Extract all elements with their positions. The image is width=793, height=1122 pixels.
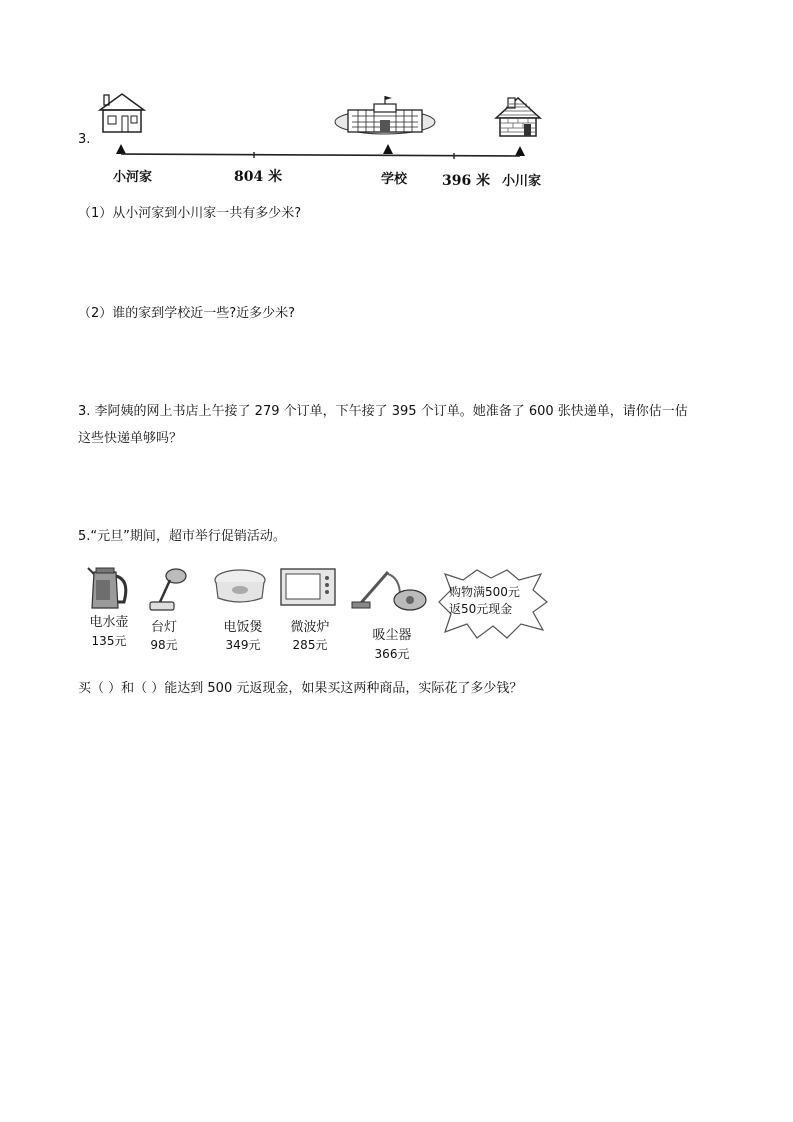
- distance-label-right: 396 米: [442, 173, 491, 189]
- question-number: 3.: [78, 132, 91, 147]
- product-price: 366元: [374, 647, 410, 661]
- product-price: 135元: [91, 634, 127, 648]
- product-price: 98元: [150, 638, 178, 652]
- distance-line: [114, 142, 534, 172]
- microwave-icon: [280, 568, 336, 608]
- promo-text-line-1: 购物满500元: [449, 585, 520, 599]
- question-4-line-1: 3. 李阿姨的网上书店上午接了 279 个订单，下午接了 395 个订单。她准备了 600 张快递单，请你估一估: [78, 404, 688, 419]
- sub-question-2: （2）谁的家到学校近一些?近多少米?: [78, 306, 296, 321]
- product-name: 台灯: [150, 620, 177, 635]
- vacuum-cleaner-icon: [350, 566, 430, 614]
- house-icon: [96, 92, 148, 134]
- distance-label-left: 804 米: [234, 169, 283, 185]
- question-5-intro: 5.“元旦”期间，超市举行促销活动。: [78, 529, 286, 544]
- place-label-school: 学校: [381, 172, 408, 187]
- desk-lamp-icon: [148, 564, 188, 612]
- product-price: 349元: [225, 638, 261, 652]
- brick-house-icon: [494, 96, 544, 138]
- place-label-xiaochuan-home: 小川家: [502, 174, 542, 189]
- sub-question-1: （1）从小河家到小川家一共有多少米?: [78, 206, 302, 221]
- product-price: 285元: [292, 638, 328, 652]
- product-name: 微波炉: [290, 620, 330, 635]
- school-building-icon: [334, 96, 436, 138]
- question-5-prompt: 买（ ）和（ ）能达到 500 元返现金，如果买这两种商品，实际花了多少钱？: [78, 681, 523, 696]
- place-label-xiaohe-home: 小河家: [113, 170, 153, 185]
- promo-text-line-2: 返50元现金: [449, 602, 513, 616]
- question-4-line-2: 这些快递单够吗？: [78, 431, 183, 446]
- kettle-icon: [86, 564, 132, 612]
- product-name: 电饭煲: [223, 620, 263, 635]
- product-name: 吸尘器: [372, 628, 412, 643]
- product-name: 电水壶: [89, 615, 129, 630]
- rice-cooker-icon: [212, 566, 268, 606]
